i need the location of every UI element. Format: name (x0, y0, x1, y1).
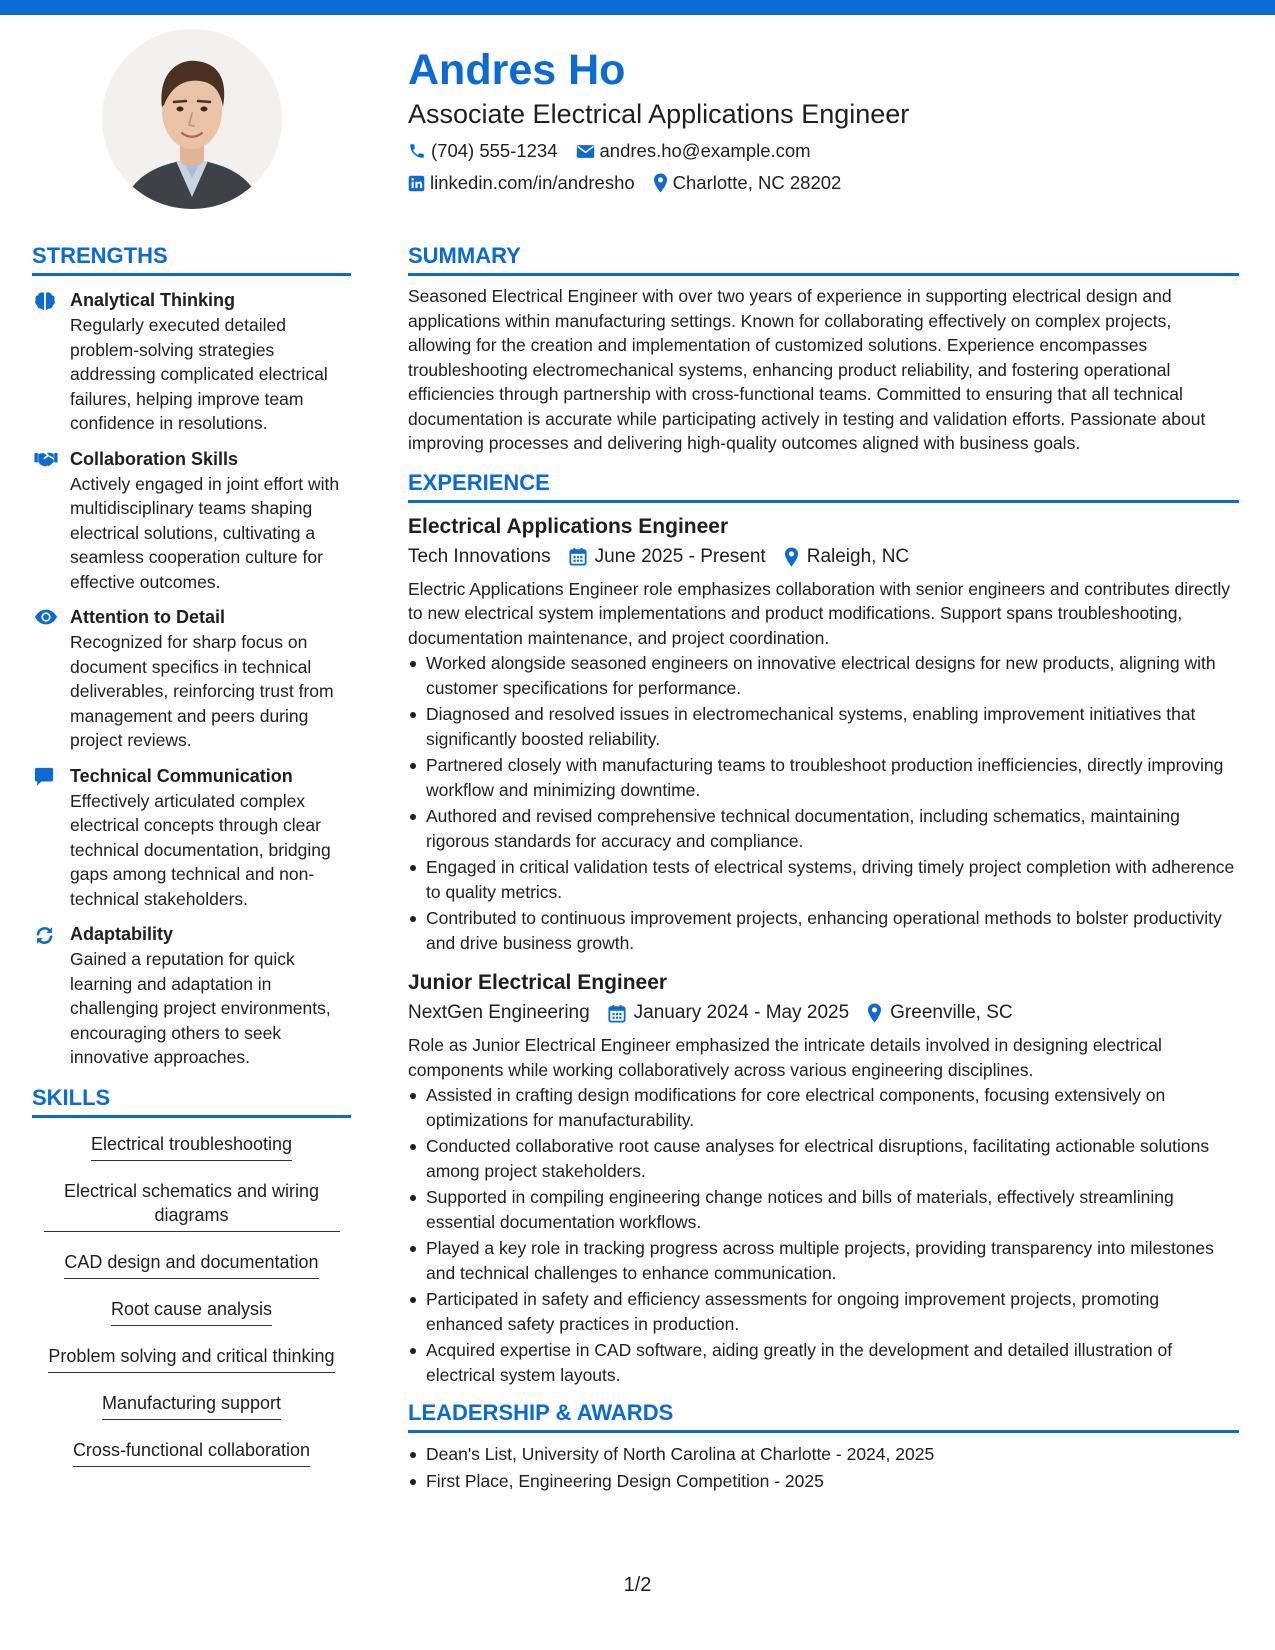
bullet-item: Acquired expertise in CAD software, aiding greatly in the development and detailed illustration of electrical system layouts. (408, 1338, 1239, 1387)
bullet-item: Supported in compiling engineering change notices and bills of materials, effectively streamlining essential documentation workflows. (408, 1185, 1239, 1234)
bullet-item: Diagnosed and resolved issues in electromechanical systems, enabling improvement initiatives that significantly boosted reliability. (408, 702, 1239, 751)
phone-icon (408, 142, 426, 160)
map-pin-icon (784, 547, 799, 567)
job-location: Greenville, SC (890, 1002, 1013, 1023)
skill-item: Problem solving and critical thinking (48, 1339, 334, 1373)
brain-icon (34, 291, 56, 311)
linkedin-icon (408, 175, 425, 192)
job-description: Electric Applications Engineer role emphasizes collaboration with senior engineers and contributes directly to new electrical system implementations and product modifications. Support spans troubleshooting, documentation maintenance, and project coordination. (408, 578, 1230, 648)
phone-text: (704) 555-1234 (431, 140, 558, 161)
calendar-icon (569, 547, 587, 566)
job-entry (408, 513, 1239, 956)
skill-item: Manufacturing support (102, 1386, 281, 1420)
skill-item: Cross-functional collaboration (73, 1433, 310, 1467)
leadership-heading: LEADERSHIP & AWARDS (408, 1399, 1239, 1433)
linkedin-text[interactable]: linkedin.com/in/andresho (430, 172, 635, 193)
strength-item (32, 923, 351, 1070)
strength-title: Attention to Detail (70, 607, 225, 627)
candidate-title: Associate Electrical Applications Engineer (408, 99, 910, 129)
right-column (408, 242, 1239, 1495)
leadership-list (408, 1442, 1239, 1493)
strength-description: Gained a reputation for quick learning and adaptation in challenging project environments, encouraging others to seek innovative approaches. (70, 949, 331, 1067)
refresh-icon (34, 925, 55, 946)
page-number: 1/2 (623, 1574, 652, 1596)
job-description: Role as Junior Electrical Engineer emphasized the intricate details involved in designing electrical components while working collaboratively across various engineering disciplines. (408, 1035, 1162, 1080)
strength-description: Actively engaged in joint effort with multidisciplinary teams shaping electrical solutions, cultivating a seamless cooperation culture for effective outcomes. (70, 473, 340, 592)
contact-email[interactable] (576, 139, 811, 163)
email-text[interactable]: andres.ho@example.com (599, 140, 811, 161)
strength-item (32, 289, 351, 436)
contact-row-1 (408, 139, 1248, 163)
strength-description: Recognized for sharp focus on document specifics in technical deliverables, reinforcing trust from management and peers during project reviews. (70, 632, 334, 750)
job-meta (408, 544, 1239, 570)
bullet-item: Authored and revised comprehensive technical documentation, including schematics, maintaining rigorous standards for accuracy and compliance. (408, 804, 1239, 853)
eye-icon (34, 608, 58, 626)
strength-description: Regularly executed detailed problem-solving strategies addressing complicated electrical failures, helping improve team confidence in resolutions. (70, 315, 328, 433)
top-accent-bar (0, 0, 1275, 15)
bullet-item: Contributed to continuous improvement projects, enhancing operational methods to bolster productivity and drive business growth. (408, 906, 1239, 955)
strength-title: Adaptability (70, 924, 174, 944)
strengths-list (32, 289, 351, 1070)
calendar-icon (608, 1004, 626, 1023)
award-item: First Place, Engineering Design Competition - 2025 (408, 1469, 1239, 1494)
resume-header (408, 44, 1248, 195)
skills-heading: SKILLS (32, 1084, 351, 1118)
location-text: Charlotte, NC 28202 (672, 172, 842, 193)
map-pin-icon (653, 173, 668, 193)
skill-item: Electrical schematics and wiring diagrams (44, 1174, 340, 1232)
summary-text: Seasoned Electrical Engineer with over two years of experience in supporting electrical design and applications within manufacturing settings. Known for collaborating effectively on complex projects, allowing for the creation and implementation of customized solutions. Experience encompasses troubleshooting electromechanical systems, enhancing product reliability, and fostering operational efficiencies through partnership with cross-functional teams. Committed to ensuring that all technical documentation is accurate while participating actively in testing and validation efforts. Passionate about improving processes and delivering high-quality outcomes aligned with business goals. (408, 286, 1206, 453)
job-dates: June 2025 - Present (594, 545, 766, 567)
bullet-item: Participated in safety and efficiency assessments for ongoing improvement projects, promoting enhanced safety practices in production. (408, 1287, 1239, 1336)
strengths-heading: STRENGTHS (32, 242, 351, 276)
skill-item: Root cause analysis (111, 1292, 272, 1326)
strength-description: Effectively articulated complex electrical concepts through clear technical documentation, bridging gaps among technical and non-technical stakeholders. (70, 790, 331, 909)
bullet-item: Conducted collaborative root cause analyses for electrical disruptions, facilitating actionable solutions among project stakeholders. (408, 1134, 1239, 1183)
strength-title: Analytical Thinking (70, 290, 236, 310)
portrait-illustration (102, 29, 282, 209)
strength-title: Technical Communication (70, 765, 293, 786)
bullet-item: Worked alongside seasoned engineers on innovative electrical designs for new products, aligning with customer specifications for performance. (408, 651, 1239, 700)
envelope-icon (576, 144, 595, 159)
bullet-item: Engaged in critical validation tests of electrical systems, driving timely project completion with adherence to quality metrics. (408, 855, 1239, 904)
award-item: Dean's List, University of North Carolina at Charlotte - 2024, 2025 (408, 1442, 1239, 1467)
job-role: Junior Electrical Engineer (408, 971, 668, 994)
strength-title: Collaboration Skills (70, 448, 239, 469)
speech-bubble-icon (34, 767, 54, 787)
handshake-icon (34, 450, 58, 468)
skill-item: Electrical troubleshooting (91, 1127, 292, 1161)
job-entry (408, 969, 1239, 1387)
contact-linkedin[interactable] (408, 171, 635, 195)
skills-list (32, 1127, 351, 1480)
contact-location (653, 171, 842, 195)
strength-item (32, 606, 351, 753)
candidate-name: Andres Ho (408, 46, 626, 94)
bullet-item: Partnered closely with manufacturing teams to troubleshoot production inefficiencies, directly improving workflow and minimizing downtime. (408, 753, 1239, 802)
job-meta (408, 1000, 1239, 1026)
profile-photo (102, 29, 282, 209)
strength-item (32, 765, 351, 912)
left-column (32, 242, 351, 1480)
contact-phone (408, 139, 558, 163)
map-pin-icon (867, 1003, 882, 1023)
bullet-item: Assisted in crafting design modifications for core electrical components, focusing extensively on optimizations for manufacturability. (408, 1083, 1239, 1132)
job-bullets (408, 651, 1239, 955)
job-bullets (408, 1083, 1239, 1387)
job-company: NextGen Engineering (408, 1002, 590, 1023)
job-role: Electrical Applications Engineer (408, 514, 729, 538)
summary-heading: SUMMARY (408, 242, 1239, 276)
strength-item (32, 448, 351, 595)
job-company: Tech Innovations (408, 545, 551, 567)
bullet-item: Played a key role in tracking progress across multiple projects, providing transparency into milestones and technical challenges to enhance communication. (408, 1236, 1239, 1285)
job-dates: January 2024 - May 2025 (633, 1002, 850, 1023)
experience-heading: EXPERIENCE (408, 469, 1239, 503)
skill-item: CAD design and documentation (64, 1245, 318, 1279)
job-location: Raleigh, NC (806, 545, 910, 567)
contact-row-2 (408, 171, 1248, 195)
